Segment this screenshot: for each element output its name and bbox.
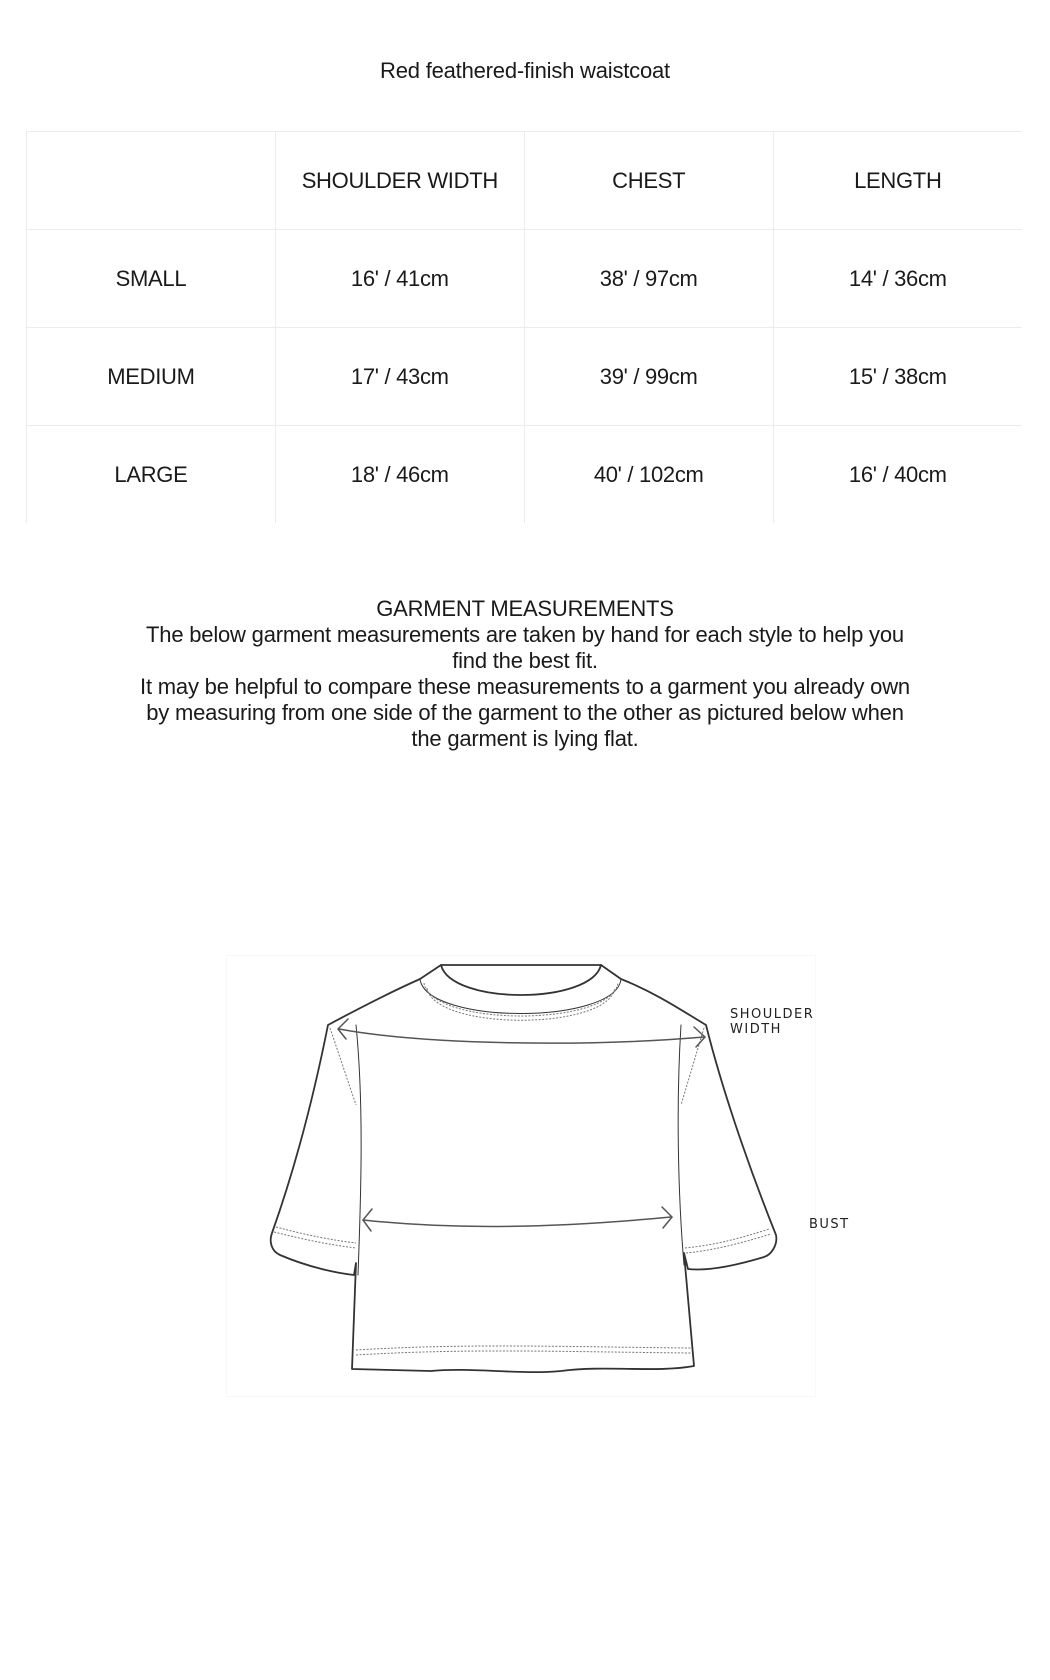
size-cell: LARGE [27,426,276,524]
table-row [27,230,1023,328]
shoulder-width-label: SHOULDER WIDTH [730,1007,815,1037]
shoulder-cell: 17' / 43cm [275,328,524,426]
size-cell: MEDIUM [27,328,276,426]
garment-diagram [226,955,850,1397]
chest-cell: 38' / 97cm [524,230,773,328]
bust-label: BUST [809,1217,850,1232]
shoulder-cell: 16' / 41cm [275,230,524,328]
table-row [27,328,1023,426]
header-cell-chest: CHEST [524,132,773,230]
chest-cell: 39' / 99cm [524,328,773,426]
info-heading: GARMENT MEASUREMENTS [376,596,674,621]
header-cell-length: LENGTH [773,132,1022,230]
info-paragraph-1: The below garment measurements are taken by hand for each style to help you find the best fit. [146,622,904,673]
length-cell: 15' / 38cm [773,328,1022,426]
header-cell-shoulder-width: SHOULDER WIDTH [275,132,524,230]
length-cell: 16' / 40cm [848,461,947,487]
size-cell: SMALL [27,230,276,328]
info-paragraph-2: It may be helpful to compare these measurements to a garment you already own by measuring from one side of the garment to the other as pictured below when the garment is lying flat. [140,674,910,751]
length-cell: 14' / 36cm [773,230,1022,328]
table-header-row [27,132,1023,230]
chest-cell: 40' / 102cm [524,426,773,524]
tshirt-illustration [226,955,816,1397]
page-title: Red feathered-finish waistcoat [380,58,670,83]
garment-measurements-info [135,596,915,752]
shoulder-cell: 18' / 46cm [275,426,524,524]
table-row [27,426,1023,524]
size-chart-table [26,131,1022,523]
header-cell-empty [27,132,276,230]
